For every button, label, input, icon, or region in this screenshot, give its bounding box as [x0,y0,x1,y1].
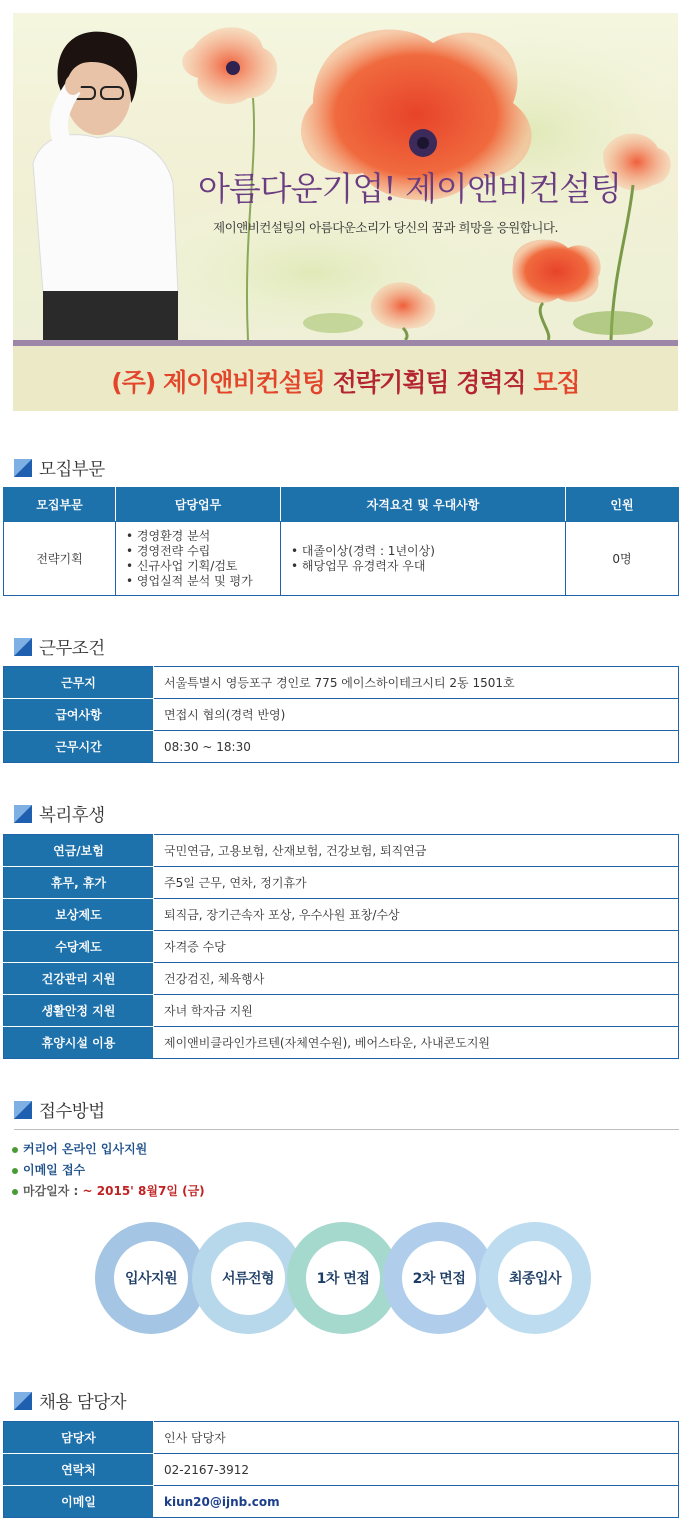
col-header: 자격요건 및 우대사항 [281,488,566,522]
col-header: 인원 [566,488,679,522]
row-label: 근무지 [4,667,154,699]
row-label: 휴무, 휴가 [4,867,154,899]
table-row [4,867,679,899]
table-row [4,835,679,867]
section-label: 복리후생 [39,805,105,826]
step-label: 입사지원 [124,1271,178,1287]
banner-title-bar [13,346,678,411]
table-row [4,1422,679,1454]
recruit-table [3,487,679,596]
process-step [95,1222,207,1334]
table-row [4,1454,679,1486]
green-dot-icon [12,1168,18,1174]
table-row [4,1027,679,1059]
section-bullet-icon [14,638,32,656]
table-row [4,699,679,731]
step-label: 서류전형 [221,1271,275,1287]
banner-title [13,363,678,399]
table-row [4,731,679,763]
list-item [12,1181,205,1202]
recruit-dept: 전략기획 [4,522,116,596]
row-label: 이메일 [4,1486,154,1518]
step-label: 1차 면접 [316,1271,370,1287]
step-label: 최종입사 [508,1271,562,1287]
row-value: 제이앤비클라인가르텐(자체연수원), 베어스타운, 사내콘도지원 [154,1027,679,1059]
section-label: 접수방법 [39,1101,105,1122]
row-value: 건강검진, 체육행사 [154,963,679,995]
recruit-duties [116,522,281,596]
conditions-table [3,666,679,763]
apply-email: 이메일 접수 [23,1163,86,1177]
section-label: 모집부문 [39,459,105,480]
list-item: • 대졸이상(경력 : 1년이상) [291,544,565,559]
table-row [4,667,679,699]
recruit-count: 0명 [566,522,679,596]
row-label: 보상제도 [4,899,154,931]
row-value: 서울특별시 영등포구 경인로 775 에이스하이테크시티 2동 1501호 [154,667,679,699]
banner-title-company: (주) 제이앤비컨설팅 [111,368,326,397]
table-row [4,1486,679,1518]
list-item: • 해당업무 유경력자 우대 [291,559,565,574]
list-item: • 경영환경 분석 [126,529,280,544]
list-item [12,1160,205,1181]
row-value: 자녀 학자금 지원 [154,995,679,1027]
apply-method-list [12,1139,205,1202]
step-label: 2차 면접 [412,1271,466,1287]
banner-headline: 아름다운기업! 제이앤비컨설팅 [198,169,622,208]
section-bullet-icon [14,459,32,477]
hiring-process-steps [95,1222,590,1334]
section-recruit-title [14,456,105,480]
row-label: 건강관리 지원 [4,963,154,995]
row-label: 연금/보험 [4,835,154,867]
table-header-row [4,488,679,522]
green-dot-icon [12,1189,18,1195]
section-bullet-icon [14,1101,32,1119]
banner-subline: 제이앤비컨설팅의 아름다운소리가 당신의 꿈과 희망을 응원합니다. [213,220,558,235]
section-apply-title [14,1098,105,1122]
process-step [479,1222,591,1334]
contact-email-link[interactable]: kiun20@ijnb.com [154,1486,679,1518]
table-row [4,963,679,995]
hero-banner [13,13,678,411]
row-label: 수당제도 [4,931,154,963]
section-bullet-icon [14,805,32,823]
list-item: • 신규사업 기획/검토 [126,559,280,574]
table-row [4,522,679,596]
row-label: 근무시간 [4,731,154,763]
row-value: 08:30 ~ 18:30 [154,731,679,763]
row-label: 휴양시설 이용 [4,1027,154,1059]
list-item: • 영업실적 분석 및 평가 [126,574,280,589]
section-conditions-title [14,635,105,659]
contact-table [3,1421,679,1518]
col-header: 모집부문 [4,488,116,522]
contact-phone: 02-2167-3912 [154,1454,679,1486]
col-header: 담당업무 [116,488,281,522]
deadline-label: 마감일자 : [23,1184,79,1198]
table-row [4,995,679,1027]
green-dot-icon [12,1147,18,1153]
recruit-requirements [281,522,566,596]
row-label: 연락처 [4,1454,154,1486]
row-value: 퇴직금, 장기근속자 포상, 우수사원 표창/수상 [154,899,679,931]
section-label: 채용 담당자 [39,1392,127,1413]
row-value: 자격증 수당 [154,931,679,963]
list-item: • 경영전략 수립 [126,544,280,559]
row-value: 국민연금, 고용보험, 산재보험, 건강보험, 퇴직연금 [154,835,679,867]
table-row [4,899,679,931]
row-value: 면접시 협의(경력 반영) [154,699,679,731]
section-divider [14,1129,679,1130]
banner-title-position: 전략기획팀 경력직 [332,368,526,397]
row-label: 급여사항 [4,699,154,731]
section-welfare-title [14,802,105,826]
contact-person: 인사 담당자 [154,1422,679,1454]
woman-figure [33,32,178,340]
section-bullet-icon [14,1392,32,1410]
table-row [4,931,679,963]
apply-online: 커리어 온라인 입사지원 [23,1142,148,1156]
row-label: 담당자 [4,1422,154,1454]
row-value: 주5일 근무, 연차, 정기휴가 [154,867,679,899]
banner-title-suffix: 모집 [533,368,580,397]
list-item [12,1139,205,1160]
row-label: 생활안정 지원 [4,995,154,1027]
welfare-table [3,834,679,1059]
section-contact-title [14,1389,126,1413]
deadline-value: ~ 2015' 8월7일 (금) [82,1184,205,1198]
section-label: 근무조건 [39,638,105,659]
